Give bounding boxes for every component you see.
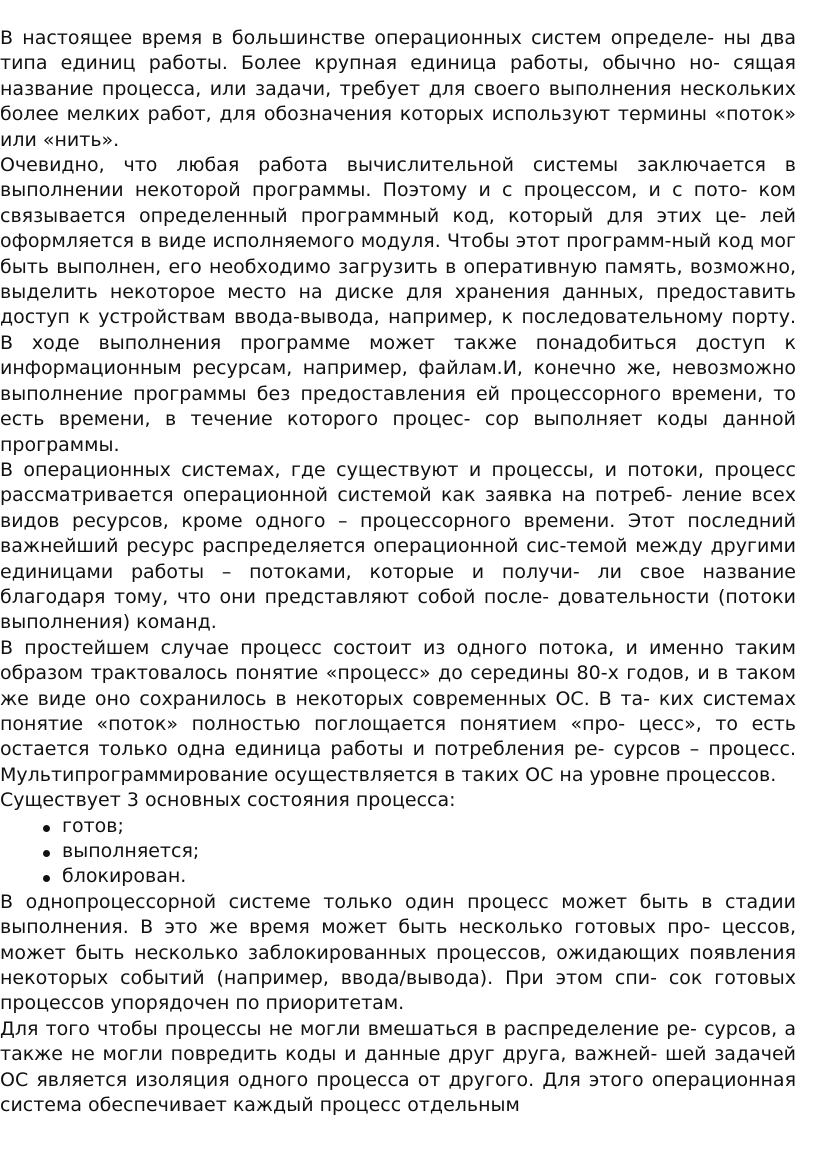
- paragraph-single-thread-process: В простейшем случае процесс состоит из одного потока, и именно таким образом трактовалось понятие «процесс» до середины 80-х годов, и в таком же виде оно сохранилось в некоторых современных ОС. В та- ких системах понятие «поток» полностью поглощается понятием «про- цесс», то есть остается только одна единица работы и потребления ре- сурсов – процесс. Мультипрограммирование осуществляется в таких ОС на уровне процессов.: [0, 636, 796, 786]
- list-item-text: выполняется;: [62, 840, 200, 862]
- process-states-list: [0, 814, 796, 890]
- paragraph-uniprocessor: В однопроцессорной системе только один процесс может быть в стадии выполнения. В это же время может быть несколько готовых про- цессов, может быть несколько заблокированных процессов, ожидающих появления некоторых событий (например, ввода/вывода). При этом спи- сок готовых процессов упорядочен по приоритетам.: [0, 890, 796, 1015]
- paragraph-processes-and-threads: В операционных системах, где существуют и процессы, и потоки, процесс рассматривается операционной системой как заявка на потреб- ление всех видов ресурсов, кроме одного – процессорного времени. Этот последний важнейший ресурс распределяется операционной сис-темой между другими единицами работы – потоками, которые и получи- ли свое название благодаря тому, что они представляют собой после- довательности (потоки выполнения) команд.: [0, 458, 796, 634]
- bullet-icon: [43, 875, 50, 882]
- paragraph-work-units: В настоящее время в большинстве операционных систем определе- ны два типа единиц работы. Более крупная единица работы, обычно но- сящая название процесса, или задачи, требует для своего выполнения нескольких более мелких работ, для обозначения которых используют термины «поток» или «нить».: [0, 27, 796, 151]
- list-item-text: блокирован.: [62, 865, 187, 888]
- list-item-text: готов;: [62, 814, 124, 837]
- list-item: [62, 839, 796, 864]
- paragraph-process-isolation: Для того чтобы процессы не могли вмешаться в распределение ре- сурсов, а также не могли повредить коды и данные друг друга, важней- шей задачей ОС является изоляция одного процесса от другого. Для этого операционная система обеспечивает каждый процесс отдельным: [0, 1017, 796, 1117]
- paragraph-states-intro: Существует 3 основных состояния процесса:: [0, 789, 456, 812]
- list-item: [62, 864, 796, 889]
- list-item: [62, 814, 796, 839]
- bullet-icon: [43, 850, 50, 857]
- bullet-icon: [43, 825, 50, 832]
- paragraph-program-resources: Очевидно, что любая работа вычислительной системы заключается в выполнении некоторой программы. Поэтому и с процессом, и с пото- ком связывается определенный программный код, который для этих це- лей оформляется в виде исполняемого модуля. Чтобы этот программ-ный код мог быть выполнен, его необходимо загрузить в оперативную память, возможно, выделить некоторое место на диске для хранения данных, предоставить доступ к устройствам ввода-вывода, например, к последовательному порту. В ходе выполнения программе может также понадобиться доступ к информационным ресурсам, например, файлам.И, конечно же, невозможно выполнение программы без предоставления ей процессорного времени, то есть времени, в течение которого процес- сор выполняет коды данной программы.: [0, 154, 796, 456]
- document-page: [0, 26, 796, 1118]
